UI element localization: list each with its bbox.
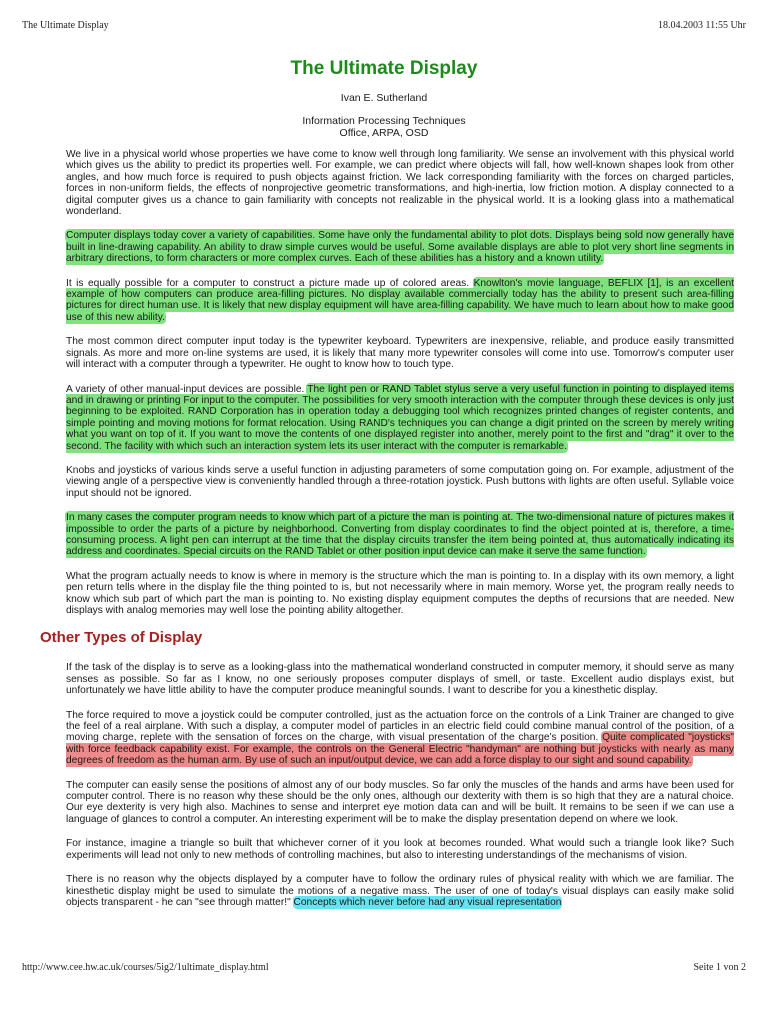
paragraph-text: It is equally possible for a computer to construct a picture made up of colored areas. — [66, 277, 474, 289]
paragraph-text: The force required to move a joystick could be computer controlled, just as the actuation force on the controls of a Link Trainer are changed to give the feel of a real airplane. With such a display, a computer model of particles in an electric field could combine manual control of the position, of a moving charge, replete with the sensation of forces on the charge, with visual presentation of the charge's position. — [66, 709, 734, 744]
affiliation-line-1: Information Processing Techniques — [302, 115, 466, 127]
print-header-timestamp: 18.04.2003 11:55 Uhr — [658, 20, 746, 31]
paragraph-5 — [66, 384, 734, 452]
page-number: Seite 1 von 2 — [693, 962, 746, 973]
paragraph-9: If the task of the display is to serve as a looking-glass into the mathematical wonderland constructed in computer memory, it should serve as many senses as possible. So far as I know, no one seriously proposes computer displays of smell, or taste. Excellent audio displays exist, but unfortunately we have little ability to have the computer produce meaningful sounds. I want to describe for you a kinesthetic display. — [66, 662, 734, 697]
page-title: The Ultimate Display — [290, 58, 478, 79]
paragraph-text: There is no reason why the objects displayed by a computer have to follow the ordinary rules of physical reality with which we are familiar. The kinesthetic display might be used to simulate the motions of a negative mass. The user of one of today's visual displays can easily make solid objects transparent - he can "see through matter!" — [66, 874, 734, 908]
highlight-cyan: Concepts which never before had any visual representation — [293, 896, 562, 908]
paragraph-3 — [66, 278, 734, 324]
article-body — [40, 149, 734, 921]
section-heading: Other Types of Display — [40, 629, 203, 647]
paragraph-2 — [66, 230, 734, 264]
print-header-title: The Ultimate Display — [22, 20, 109, 31]
paragraph-text: A variety of other manual-input devices are possible. — [66, 383, 308, 395]
page-url: http://www.cee.hw.ac.uk/courses/5ig2/1ultimate_display.html — [22, 962, 269, 973]
paragraph-4: The most common direct computer input today is the typewriter keyboard. Typewriters are inexpensive, reliable, and produce easily transmitted signals. As more and more on-line systems are used, it is likely that many more typewriter consoles will come into use. Tomorrow's computer user will interact with a computer through a typewriter. He ought to know how to touch type. — [66, 336, 734, 371]
author: Ivan E. Sutherland — [340, 92, 428, 104]
affiliation-line-2: Office, ARPA, OSD — [339, 127, 429, 139]
print-header — [22, 20, 746, 31]
paragraph-8: What the program actually needs to know is where in memory is the structure which the man is pointing to. In a display with its own memory, a light pen return tells where in the display file the thing pointed to is, but not necessarily where in main memory. Worse yet, the program really needs to know which sub part of which part the man is pointing to. No existing display equipment computes the depths of recursions that are needed. New displays with analog memories may well lose the pointing ability altogether. — [66, 570, 734, 616]
affiliation — [0, 115, 768, 139]
paragraph-12: For instance, imagine a triangle so built that whichever corner of it you look at becomes rounded. What would such a triangle look like? Such experiments will lead not only to new methods of controlling machines, but also to interesting understandings of the mechanisms of vision. — [66, 838, 734, 861]
paragraph-1: We live in a physical world whose properties we have come to know well through long familiarity. We sense an involvement with this physical world which gives us the ability to predict its properties well. For example, we can predict where objects will fall, how well-known shapes look from other angles, and how much force is required to push objects against friction. We lack corresponding familiarity with the forces on charged particles, forces in non-uniform fields, the effects of nonprojective geometric transformations, and high-inertia, low friction motion. A display connected to a digital computer gives us a chance to gain familiarity with concepts not realizable in the physical world. It is a looking glass into a mathematical wonderland. — [66, 149, 734, 218]
paragraph-7 — [66, 512, 734, 558]
highlight-red: Quite complicated "joysticks" with force feedback capability exist. For example, the controls on the General Electric "handyman" are nothing but joysticks with nearly as many degrees of freedom as the human arm. By use of such an input/output device, we can add a force display to our sight and sound capability. — [66, 732, 734, 767]
highlight-green: Knowlton's movie language, BEFLIX [1], is an excellent example of how computers can produce area-filling pictures. No display available commercially today has the ability to present such area-filling pictures for direct human use. It is likely that new display equipment will have area-filling capability. We have much to learn about how to make good use of this new ability. — [66, 277, 734, 323]
paragraph-10 — [66, 710, 734, 767]
highlight-green: Computer displays today cover a variety of capabilities. Some have only the fundamental ability to plot dots. Displays being sold now generally have built in line-drawing capability. An ability to draw simple curves would be useful. Some available displays are able to plot very short line segments in arbitrary directions, to form characters or more complex curves. Each of these abilities has a history and a known utility. — [66, 230, 734, 265]
paragraph-13 — [66, 874, 734, 908]
print-footer — [22, 962, 746, 973]
highlight-green: The light pen or RAND Tablet stylus serve a very useful function in pointing to displayed items and in drawing or printing For input to the computer. The possibilities for very smooth interaction with the computer through these devices is only just beginning to be exploited. RAND Corporation has in operation today a debugging tool which recognizes printed changes of register contents, and simple pointing and moving motions for format relocation. Using RAND's techniques you can change a digit printed on the screen by merely writing what you want on top of it. If you want to move the contents of one displayed register into another, merely point to the first and "drag" it over to the second. The facility with which such an interaction system lets its user interact with the computer is remarkable. — [66, 383, 734, 452]
paragraph-6: Knobs and joysticks of various kinds serve a useful function in adjusting parameters of some computation going on. For example, adjustment of the viewing angle of a perspective view is conveniently handled through a three-rotation joystick. Push buttons with lights are often useful. Syllable voice input should not be ignored. — [66, 464, 734, 499]
paragraph-11: The computer can easily sense the positions of almost any of our body muscles. So far only the muscles of the hands and arms have been used for computer control. There is no reason why these should be the only ones, although our dexterity with them is so high that they are a natural choice. Our eye dexterity is very high also. Machines to sense and interpret eye motion data can and will be built. It remains to be seen if we can use a language of glances to control a computer. An interesting experiment will be to make the display presentation depend on where we look. — [66, 779, 734, 825]
highlight-green: In many cases the computer program needs to know which part of a picture the man is pointing at. The two-dimensional nature of pictures makes it impossible to order the parts of a picture by neighborhood. Converting from display coordinates to find the object pointed at is, therefore, a time-consuming process. A light pen can interrupt at the time that the display circuits transfer the item being pointed at, thus automatically indicating its address and coordinates. Special circuits on the RAND Tablet or other position input device can make it serve the same function. — [66, 512, 734, 558]
